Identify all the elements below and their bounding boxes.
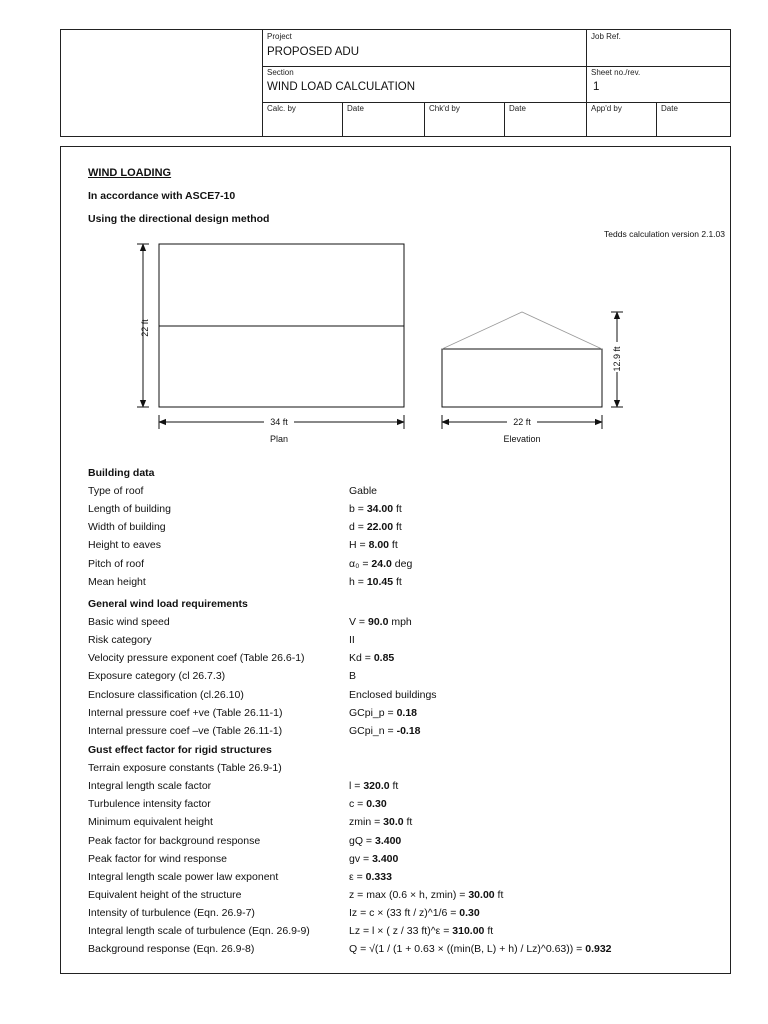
row-value xyxy=(349,853,398,865)
row-value-text: GCpi_p = xyxy=(349,706,397,719)
row-label: Background response (Eqn. 26.9-8) xyxy=(88,943,255,956)
row-value-unit: ft xyxy=(393,503,402,516)
row-label: Basic wind speed xyxy=(88,616,170,629)
row-value-number: 22.00 xyxy=(366,521,394,534)
row-value-text: B xyxy=(349,670,357,683)
row-label: Integral length scale of turbulence (Eqn. 26.9-9) xyxy=(88,925,310,937)
row-label: Intensity of turbulence (Eqn. 26.9-7) xyxy=(88,906,255,919)
building-diagram xyxy=(121,235,721,455)
row-label: Equivalent height of the structure xyxy=(88,888,242,901)
date2-label: Date xyxy=(509,104,526,113)
row-value-text: Iz = c × (33 ft / z)^1/6 = xyxy=(349,906,460,919)
row-value-number: 0.30 xyxy=(366,798,387,811)
row-value-number: 0.30 xyxy=(459,906,480,919)
row-value-text: d = xyxy=(349,521,367,534)
row-label: Pitch of roof xyxy=(88,557,145,570)
jobref-cell xyxy=(586,30,731,66)
row-value-text: ε = xyxy=(349,870,366,883)
row-value-number: 310.00 xyxy=(452,925,485,937)
row-value-unit: ft xyxy=(494,888,504,901)
row-value-number: 320.0 xyxy=(363,780,390,793)
row-label: Width of building xyxy=(88,521,166,534)
row-value-number: 90.0 xyxy=(367,616,389,629)
row-label: Enclosure classification (cl.26.10) xyxy=(88,688,244,701)
row-value-number: 0.932 xyxy=(585,943,612,956)
row-value-text: H = xyxy=(349,539,369,552)
row-value xyxy=(349,725,421,737)
row-value-text: c = xyxy=(349,798,367,811)
row-label: Velocity pressure exponent coef (Table 26.6-1) xyxy=(88,652,305,665)
chkd-by-label: Chk'd by xyxy=(429,104,460,113)
row-value-text: h = xyxy=(349,575,367,588)
appd-by-label: App'd by xyxy=(591,104,622,113)
row-value-text: l = xyxy=(349,780,364,793)
row-value xyxy=(349,780,398,792)
row-value xyxy=(349,816,412,828)
row-value-text: Gable xyxy=(349,485,378,498)
row-value-number: 34.00 xyxy=(366,503,394,516)
logo-area xyxy=(61,30,262,136)
row-value-text: V = xyxy=(349,616,368,629)
row-value-text: Kd = xyxy=(349,652,374,665)
row-value-text: z = max (0.6 × h, zmin) = xyxy=(349,888,469,901)
project-label: Project xyxy=(267,32,292,41)
row-value xyxy=(349,576,402,588)
elev-height-label: 12.9 ft xyxy=(612,346,622,372)
row-value-text: GCpi_n = xyxy=(349,724,397,737)
row-value xyxy=(349,616,412,628)
row-value xyxy=(349,503,402,515)
row-value xyxy=(349,521,402,533)
row-value-unit: deg xyxy=(391,557,413,570)
elev-width-label: 22 ft xyxy=(513,417,531,427)
row-value-unit: ft xyxy=(393,521,402,534)
row-label: Type of roof xyxy=(88,485,144,498)
row-label: Length of building xyxy=(88,503,171,516)
row-value xyxy=(349,670,356,682)
row-label: Turbulence intensity factor xyxy=(88,798,211,811)
row-label: Risk category xyxy=(88,634,152,647)
row-value-text: Enclosed buildings xyxy=(349,688,437,701)
row-value-unit: mph xyxy=(388,616,412,629)
row-value xyxy=(349,835,401,847)
plan-height-label: 22 ft xyxy=(140,319,150,337)
elevation-caption: Elevation xyxy=(503,434,541,444)
row-value-text: b = xyxy=(349,503,367,516)
row-label: Internal pressure coef +ve (Table 26.11-1) xyxy=(88,706,283,719)
plan-caption: Plan xyxy=(269,434,289,444)
row-value xyxy=(349,689,437,701)
row-value xyxy=(349,707,417,719)
chkd-by-cell xyxy=(424,102,504,136)
row-value-text: II xyxy=(349,634,355,647)
row-value-number: 3.400 xyxy=(372,852,399,865)
row-value-unit: ft xyxy=(393,575,402,588)
row-value xyxy=(349,943,612,955)
date3-label: Date xyxy=(661,104,678,113)
row-value-number: 0.85 xyxy=(373,652,395,665)
row-label: Exposure category (cl 26.7.3) xyxy=(88,670,226,683)
calc-by-cell xyxy=(262,102,342,136)
project-value: PROPOSED ADU xyxy=(267,46,360,58)
row-value-text: gQ = xyxy=(349,834,375,847)
row-label: Integral length scale power law exponent xyxy=(88,870,279,883)
date3-cell xyxy=(656,102,731,136)
row-value-unit: ft xyxy=(403,816,413,829)
standard-line: In accordance with ASCE7-10 xyxy=(88,190,236,202)
appd-by-cell xyxy=(586,102,656,136)
sheet-value: 1 xyxy=(593,81,600,93)
row-value-number: 0.18 xyxy=(396,706,418,719)
row-value-number: 10.45 xyxy=(366,575,394,588)
calc-by-label: Calc. by xyxy=(267,104,296,113)
row-label: Terrain exposure constants (Table 26.9-1) xyxy=(88,762,282,775)
row-value xyxy=(349,634,355,646)
row-value xyxy=(349,539,398,551)
row-value-text: α₀ = xyxy=(349,557,372,570)
row-value xyxy=(349,558,412,570)
row-label: Height to eaves xyxy=(88,539,161,552)
section-cell xyxy=(262,66,586,102)
gust-heading: Gust effect factor for rigid structures xyxy=(88,744,272,756)
row-value xyxy=(349,798,387,810)
date2-cell xyxy=(504,102,586,136)
row-label: Mean height xyxy=(88,575,146,588)
row-value-number: 8.00 xyxy=(368,539,389,552)
header-divider-1 xyxy=(262,66,731,67)
row-value-number: 24.0 xyxy=(371,557,392,570)
section-value: WIND LOAD CALCULATION xyxy=(267,81,416,93)
row-value xyxy=(349,907,480,919)
sheet-cell xyxy=(586,66,731,102)
row-value-number: 3.400 xyxy=(374,834,402,847)
row-label: Internal pressure coef –ve (Table 26.11-1) xyxy=(88,724,283,737)
row-value-unit: ft xyxy=(484,925,494,937)
row-label: Integral length scale factor xyxy=(88,780,212,793)
row-value-unit: ft xyxy=(389,539,398,552)
row-label: Minimum equivalent height xyxy=(88,816,213,829)
row-value-text: zmin = xyxy=(349,816,384,829)
row-value xyxy=(349,889,503,901)
row-value xyxy=(349,485,377,497)
elevation-wall xyxy=(442,349,602,407)
row-value-number: -0.18 xyxy=(396,724,421,737)
row-value xyxy=(349,925,493,937)
row-value-unit: ft xyxy=(389,780,399,793)
header-divider-2 xyxy=(262,102,731,103)
project-cell xyxy=(262,30,586,66)
jobref-label: Job Ref. xyxy=(591,32,621,41)
section-title: WIND LOADING xyxy=(88,167,172,179)
header-block xyxy=(60,29,731,137)
row-value-text: gv = xyxy=(349,852,373,865)
general-heading: General wind load requirements xyxy=(88,598,248,610)
row-value-number: 0.333 xyxy=(365,870,392,883)
row-value-text: Lz = l × ( z / 33 ft)^ε = xyxy=(349,925,453,937)
row-label: Peak factor for wind response xyxy=(88,852,227,865)
row-value-number: 30.0 xyxy=(383,816,404,829)
row-value xyxy=(349,652,394,664)
plan-width-label: 34 ft xyxy=(270,417,288,427)
method-line: Using the directional design method xyxy=(88,213,270,225)
building-heading: Building data xyxy=(88,467,155,479)
calc-sheet xyxy=(60,146,731,974)
date1-label: Date xyxy=(347,104,364,113)
row-value xyxy=(349,871,392,883)
date1-cell xyxy=(342,102,424,136)
version-note: Tedds calculation version 2.1.03 xyxy=(604,229,725,239)
row-value-number: 30.00 xyxy=(468,888,495,901)
sheet-label: Sheet no./rev. xyxy=(591,68,641,77)
row-value-text: Q = √(1 / (1 + 0.63 × ((min(B, L) + h) / Lz)^0.63)) = xyxy=(349,943,586,956)
elevation-roof xyxy=(442,312,602,349)
section-label: Section xyxy=(267,68,294,77)
row-label: Peak factor for background response xyxy=(88,834,261,847)
